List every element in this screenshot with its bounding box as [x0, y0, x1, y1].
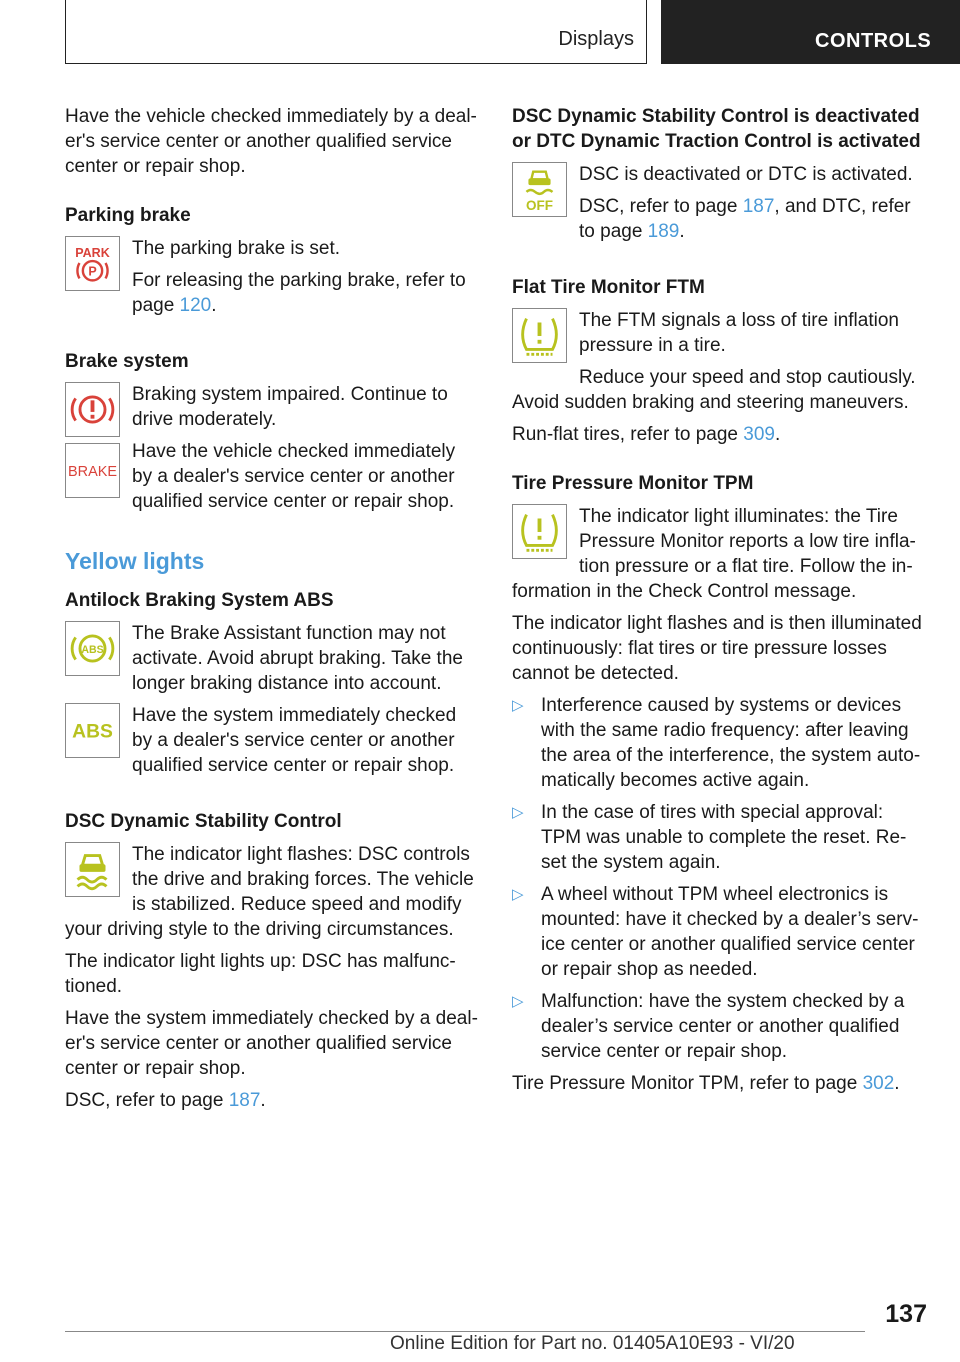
section-parking-brake: [65, 203, 479, 325]
page-link-309[interactable]: 309: [743, 424, 775, 445]
section-brake-system: [65, 349, 479, 521]
dsc-car-skid-icon: [65, 842, 120, 897]
abs-circle-label: ABS: [81, 643, 104, 656]
indicator-abs: [65, 621, 479, 785]
indicator-tpm: [512, 504, 926, 1096]
indicator-dsc-off: [512, 162, 926, 251]
section-ftm: [512, 275, 926, 447]
page-link-187[interactable]: 187: [742, 196, 775, 217]
ftm-text-3: Run-flat tires, refer to page 309.: [512, 424, 781, 445]
header-chapter-tab: CONTROLS: [661, 0, 960, 64]
ftm-text-2: Reduce your speed and stop cautiously. Avoid sudden braking and steering maneuvers.: [512, 367, 916, 413]
right-column: [512, 104, 926, 1103]
section-dsc: [65, 809, 479, 1113]
abs-text-label: ABS: [72, 721, 113, 743]
parking-text-2: For releasing the parking brake, refer to page 120.: [132, 270, 466, 316]
brake-icon-label: BRAKE: [68, 463, 117, 480]
dsc-text-2: The indicator light lights up: DSC has malfunc‐tioned.: [65, 951, 456, 997]
heading-abs: Antilock Braking System ABS: [65, 590, 334, 611]
heading-dsc: DSC Dynamic Stability Control: [65, 811, 342, 832]
dsc-off-label: OFF: [526, 198, 553, 214]
bullet-triangle-icon: ▷: [512, 697, 524, 714]
indicator-parking-brake: [65, 236, 479, 325]
tpm-text-2: The indicator light flashes and is then illuminated continuously: flat tires or tire pressure losses cannot be detected.: [512, 613, 922, 684]
dsc-off-icon: [512, 162, 567, 217]
heading-parking-brake: Parking brake: [65, 205, 191, 226]
indicator-ftm: [512, 308, 926, 447]
abs-text-2: Have the system immediately checked by a dealer's service center or another qualified service center or repair shop.: [132, 705, 457, 776]
dsc-off-text-2: DSC, refer to page 187, and DTC, refer to page 189.: [579, 196, 911, 242]
page-link-302[interactable]: 302: [862, 1073, 895, 1094]
dsc-text-3: Have the system immediately checked by a deal‐er's service center or another qualified service center or repair shop.: [65, 1008, 478, 1079]
tpm-text-3: Tire Pressure Monitor TPM, refer to page 302.: [512, 1073, 900, 1094]
brake-text-1: Braking system impaired. Continue to drive moderately.: [132, 384, 448, 430]
footer-divider: [65, 1331, 865, 1332]
tpm-text-1: The indicator light illuminates: the Tire Pressure Monitor reports a low tire infla‐tion pressure or a flat tire. Follow the in‐formation in the Check Control message.: [512, 506, 916, 602]
dsc-text-1: The indicator light flashes: DSC controls the drive and braking forces. The vehicle is stabilized. Reduce speed and modify your driving style to the driving circumstances.: [65, 844, 474, 940]
tire-pressure-warning-icon: [512, 504, 567, 559]
tire-pressure-warning-icon: [512, 308, 567, 363]
heading-ftm: Flat Tire Monitor FTM: [512, 277, 705, 298]
page-link-187[interactable]: 187: [228, 1090, 261, 1111]
section-abs: [65, 588, 479, 785]
bullet-triangle-icon: ▷: [512, 993, 524, 1010]
svg-text:P: P: [88, 264, 97, 279]
footer-edition: Online Edition for Part no. 01405A10E93 - VI/20: [390, 1333, 795, 1354]
brake-text-2: Have the vehicle checked immediately by a dealer's service center or another qualified service center or repair shop.: [132, 441, 456, 512]
indicator-dsc: [65, 842, 479, 949]
list-item: ▷ A wheel without TPM wheel electronics is mounted: have it checked by a dealer’s serv‐ice center or another qualified service center or repair shop as needed.: [512, 884, 919, 980]
list-item: ▷ In the case of tires with special approval: TPM was unable to complete the reset. Re‐set the system again.: [512, 802, 907, 873]
park-icon-label: PARK: [75, 246, 110, 261]
page-link-189[interactable]: 189: [647, 221, 680, 242]
dsc-off-text-1: DSC is deactivated or DTC is activated.: [579, 164, 913, 185]
abs-text-1: The Brake Assistant function may not activate. Avoid abrupt braking. Take the longer braking distance into account.: [132, 623, 463, 694]
bullet-triangle-icon: ▷: [512, 804, 524, 821]
section-tpm: [512, 471, 926, 1096]
park-brake-icon: [65, 236, 120, 291]
indicator-brake-system: [65, 382, 479, 521]
tpm-bullet-list: [512, 693, 926, 1064]
dsc-text-4: DSC, refer to page 187.: [65, 1090, 266, 1111]
ftm-text-1: The FTM signals a loss of tire inflation pressure in a tire.: [579, 310, 899, 356]
abs-circle-icon: [65, 621, 120, 676]
brake-warning-icon: [65, 382, 120, 437]
heading-yellow-lights: Yellow lights: [65, 548, 205, 574]
heading-brake-system: Brake system: [65, 351, 189, 372]
list-item: ▷ Interference caused by systems or devices with the same radio frequency: after leaving the area of the interference, the system auto‐matically becomes active again.: [512, 695, 921, 791]
page-link-120[interactable]: 120: [179, 295, 212, 316]
brake-text-icon: [65, 443, 120, 498]
left-column: [65, 104, 479, 1120]
heading-tpm: Tire Pressure Monitor TPM: [512, 473, 754, 494]
abs-text-icon: [65, 703, 120, 758]
heading-dsc-off: DSC Dynamic Stability Control is deactivated or DTC Dynamic Traction Control is activated: [512, 106, 921, 152]
bullet-triangle-icon: ▷: [512, 886, 524, 903]
parking-text-1: The parking brake is set.: [132, 238, 341, 259]
section-dsc-off: [512, 104, 926, 251]
list-item: ▷ Malfunction: have the system checked by a dealer’s service center or another qualified service center or repair shop.: [512, 991, 905, 1062]
header-section-title: Displays: [558, 28, 634, 50]
page-number: 137: [885, 1300, 927, 1328]
intro-text: Have the vehicle checked immediately by a deal‐er's service center or another qualified service center or repair shop.: [65, 106, 477, 177]
